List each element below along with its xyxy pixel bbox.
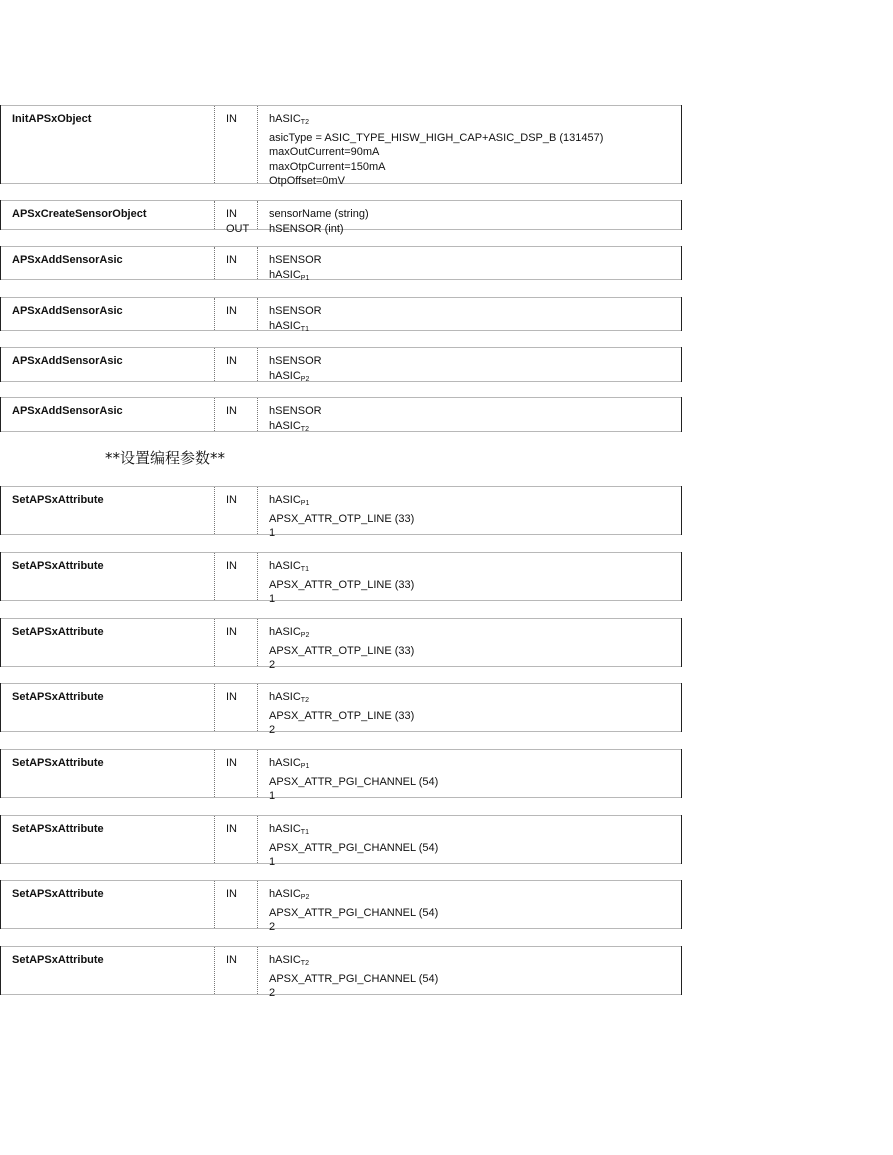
parameter-line: APSX_ATTR_PGI_CHANNEL (54) [269,775,439,788]
direction-label: IN [226,113,237,125]
column-divider [214,201,215,229]
direction-cell [226,304,237,319]
column-divider [257,881,258,928]
api-call-row [0,618,682,671]
column-divider [214,487,215,534]
parameter-line: hASIC$_{T2}$ [269,419,309,433]
parameters-cell [269,822,438,870]
parameter-line: maxOtpCurrent=150mA [269,160,386,173]
parameter-subscript: T1 [300,325,309,333]
direction-cell [226,887,237,902]
parameter-line: APSX_ATTR_OTP_LINE (33) [269,644,415,657]
direction-label: IN [226,494,237,506]
parameter-line: APSX_ATTR_OTP_LINE (33) [269,709,415,722]
parameter-subscript: T1 [300,829,309,836]
column-divider [257,298,258,330]
direction-label: IN [226,355,237,367]
column-divider [257,487,258,534]
api-call-row [0,683,682,736]
column-divider [214,106,215,183]
column-divider [214,750,215,797]
parameter-line: hASIC$_{T2}$ [269,113,309,126]
parameter-line: hSENSOR (int) [269,222,344,235]
parameters-cell [269,756,438,804]
api-call-row [0,347,682,382]
parameter-subscript: T2 [300,425,309,433]
parameter-line: hASIC$_{T2}$ [269,954,309,967]
parameter-subscript: P1 [300,274,310,282]
parameters-cell [269,953,438,1001]
parameter-subscript: P2 [300,375,310,383]
function-name: APSxCreateSensorObject [12,208,147,220]
direction-cell [226,253,237,268]
parameter-line: 2 [269,987,276,999]
parameters-cell [269,625,414,673]
parameters-cell [269,887,438,935]
function-name: APSxAddSensorAsic [12,305,123,317]
parameter-line: 1 [269,527,276,539]
parameter-subscript: T2 [300,697,309,704]
direction-cell [226,625,237,640]
column-divider [257,816,258,863]
parameter-subscript: P2 [300,632,310,639]
api-call-row [0,880,682,933]
function-name: SetAPSxAttribute [12,757,104,769]
column-divider [257,348,258,381]
column-divider [257,684,258,731]
parameter-line: hSENSOR [269,305,322,317]
parameter-subscript: T2 [300,119,309,126]
direction-label: IN [226,208,237,220]
function-name: SetAPSxAttribute [12,560,104,572]
column-divider [214,298,215,330]
parameter-line: hASIC$_{T1}$ [269,823,309,836]
parameter-line: hASIC$_{P1}$ [269,757,310,770]
direction-cell [226,112,237,127]
column-divider [257,201,258,229]
column-divider [257,398,258,431]
parameters-cell [269,253,322,286]
parameter-line: APSX_ATTR_OTP_LINE (33) [269,512,415,525]
function-name: SetAPSxAttribute [12,954,104,966]
parameter-line: hASIC$_{T1}$ [269,319,309,333]
parameters-cell [269,354,322,387]
function-name: APSxAddSensorAsic [12,254,123,266]
parameter-subscript: T1 [300,566,309,573]
parameter-line: 2 [269,921,276,933]
parameter-subscript: P1 [300,500,310,507]
parameters-cell [269,690,414,738]
api-call-row [0,946,682,999]
parameter-line: hASIC$_{T1}$ [269,560,309,573]
parameter-line: hASIC$_{P2}$ [269,369,310,383]
column-divider [214,247,215,279]
parameter-subscript: P1 [300,763,310,770]
parameter-subscript: T2 [300,960,309,967]
direction-cell [226,404,237,419]
parameter-line: 1 [269,790,276,802]
column-divider [257,553,258,600]
parameter-line: APSX_ATTR_OTP_LINE (33) [269,578,415,591]
column-divider [214,619,215,666]
function-name: SetAPSxAttribute [12,691,104,703]
parameter-line: hASIC$_{P1}$ [269,494,310,507]
column-divider [214,684,215,731]
column-divider [257,619,258,666]
column-divider [214,881,215,928]
function-name: SetAPSxAttribute [12,823,104,835]
parameter-line: OtpOffset=0mV [269,175,345,187]
api-call-row [0,749,682,802]
api-call-row [0,105,682,187]
column-divider [214,816,215,863]
api-call-row [0,397,682,432]
parameters-cell [269,207,369,236]
direction-cell [226,953,237,968]
parameter-line: 2 [269,659,276,671]
function-name: SetAPSxAttribute [12,494,104,506]
parameter-line: asicType = ASIC_TYPE_HISW_HIGH_CAP+ASIC_DSP_B (131457) [269,131,604,144]
api-call-row [0,200,682,235]
direction-cell [226,756,237,771]
api-call-row [0,815,682,868]
parameters-cell [269,304,322,337]
parameter-line: hASIC$_{P2}$ [269,888,310,901]
api-call-row [0,486,682,539]
parameter-line: maxOutCurrent=90mA [269,146,380,158]
direction-label: IN [226,691,237,703]
api-call-row [0,552,682,605]
column-divider [214,947,215,994]
parameters-cell [269,559,414,607]
function-name: InitAPSxObject [12,113,92,125]
direction-label: IN [226,954,237,966]
direction-cell [226,690,237,705]
function-name: APSxAddSensorAsic [12,405,123,417]
direction-cell [226,559,237,574]
parameter-line: hSENSOR [269,355,322,367]
direction-label: IN [226,626,237,638]
direction-label: IN [226,757,237,769]
parameters-cell [269,112,603,189]
parameter-line: hASIC$_{P2}$ [269,626,310,639]
column-divider [214,348,215,381]
column-divider [257,247,258,279]
column-divider [257,750,258,797]
parameter-line: 1 [269,856,276,868]
parameter-line: APSX_ATTR_PGI_CHANNEL (54) [269,841,439,854]
function-name: SetAPSxAttribute [12,626,104,638]
direction-label: IN [226,305,237,317]
parameter-line: hSENSOR [269,254,322,266]
column-divider [214,398,215,431]
api-call-row [0,297,682,331]
column-divider [257,947,258,994]
column-divider [257,106,258,183]
parameter-line: 2 [269,724,276,736]
parameter-line: APSX_ATTR_PGI_CHANNEL (54) [269,972,439,985]
direction-cell [226,354,237,369]
parameter-line: 1 [269,593,276,605]
direction-label: IN [226,823,237,835]
parameter-line: sensorName (string) [269,208,369,220]
direction-label: OUT [226,222,250,235]
parameter-line: hASIC$_{T2}$ [269,691,309,704]
parameters-cell [269,404,322,437]
parameter-line: hSENSOR [269,405,322,417]
parameter-subscript: P2 [300,894,310,901]
direction-label: IN [226,560,237,572]
direction-label: IN [226,405,237,417]
parameter-line: APSX_ATTR_PGI_CHANNEL (54) [269,906,439,919]
parameter-line: hASIC$_{P1}$ [269,268,310,282]
function-name: SetAPSxAttribute [12,888,104,900]
section-heading: **设置编程参数** [105,449,226,467]
direction-cell [226,207,249,236]
direction-cell [226,822,237,837]
api-call-row [0,246,682,280]
direction-label: IN [226,254,237,266]
direction-label: IN [226,888,237,900]
function-name: APSxAddSensorAsic [12,355,123,367]
direction-cell [226,493,237,508]
column-divider [214,553,215,600]
parameters-cell [269,493,414,541]
